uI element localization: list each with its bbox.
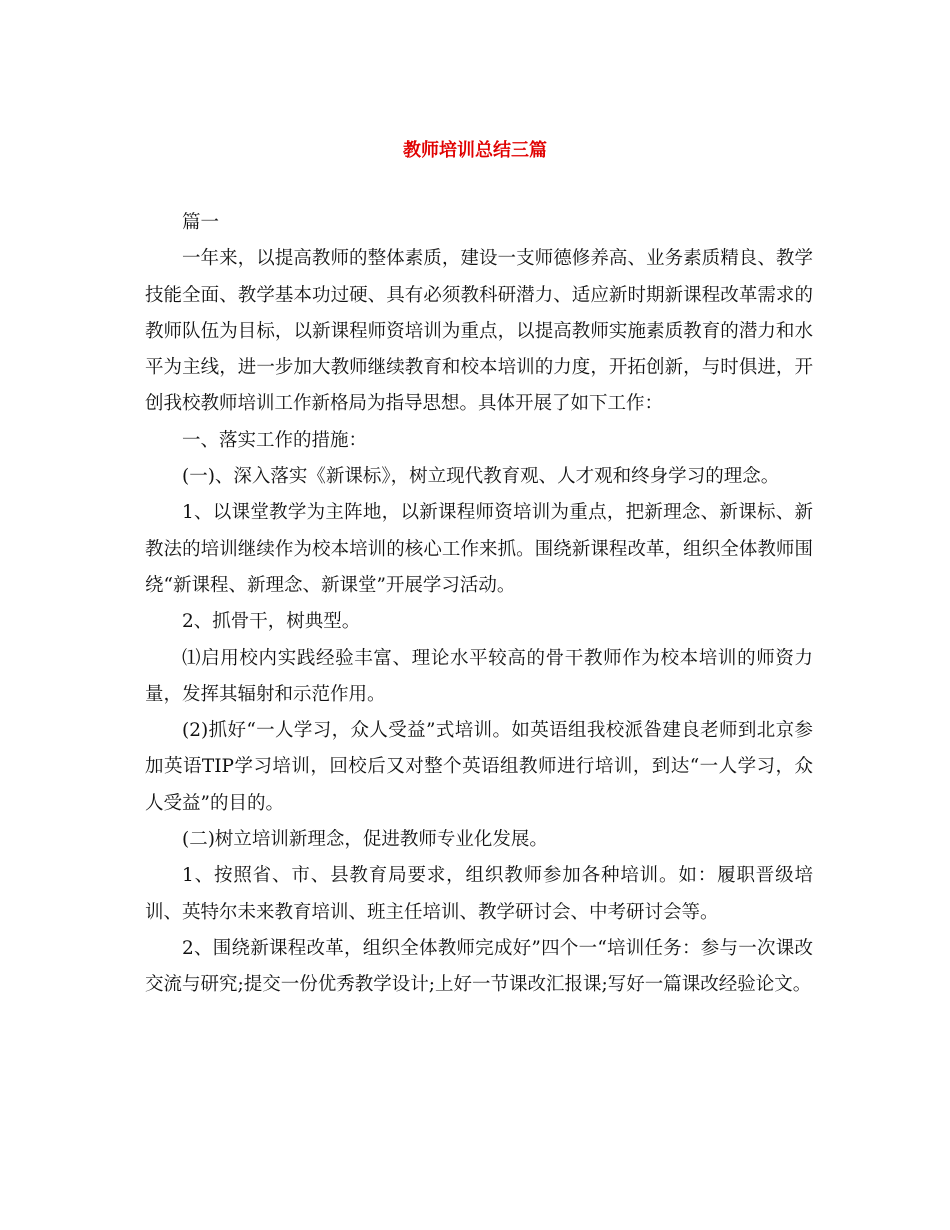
sub-item-1: ⑴启用校内实践经验丰富、理论水平较高的骨干教师作为校本培训的师资力量，发挥其辐射和示范作用。 — [145, 647, 813, 705]
intro-paragraph: 一年来，以提高教师的整体素质，建设一支师德修养高、业务素质精良、教学技能全面、教学基本功过硬、具有必须教科研潜力、适应新时期新课程改革需求的教师队伍为目标，以新课程师资培训为重点，以提高教师实施素质教育的潜力和水平为主线，进一步加大教师继续教育和校本培训的力度，开拓创新，与时俱进，开创我校教师培训工作新格局为指导思想。具体开展了如下工作： — [145, 248, 813, 415]
section-heading-part-one: 篇一 — [182, 212, 220, 233]
sub-item-2: (2)抓好“一人学习，众人受益”式培训。如英语组我校派昝建良老师到北京参加英语TIP学习培训，回校后又对整个英语组教师进行培训，到达“一人学习，众人受益”的目的。 — [145, 720, 813, 814]
heading-measures: 一、落实工作的措施： — [182, 429, 368, 451]
list-item-1: 1、以课堂教学为主阵地，以新课程师资培训为重点，把新理念、新课标、新教法的培训继续作为校本培训的核心工作来抓。围绕新课程改革，组织全体教师围绕“新课程、新理念、新课堂”开展学习活动。 — [145, 502, 813, 596]
subheading-training-concept: (二)树立培训新理念，促进教师专业化发展。 — [182, 829, 548, 851]
subheading-new-curriculum: (一)、深入落实《新课标》，树立现代教育观、人才观和终身学习的理念。 — [182, 466, 780, 488]
document-body — [145, 205, 813, 1004]
list-item-training-2: 2、围绕新课程改革，组织全体教师完成好”四个一“培训任务：参与一次课改交流与研究;提交一份优秀教学设计;上好一节课改汇报课;写好一篇课改经验论文。 — [145, 937, 813, 996]
list-item-training-1: 1、按照省、市、县教育局要求，组织教师参加各种培训。如：履职晋级培训、英特尔未来教育培训、班主任培训、教学研讨会、中考研讨会等。 — [145, 865, 813, 923]
document-title: 教师培训总结三篇 — [403, 140, 547, 161]
list-item-2: 2、抓骨干，树典型。 — [182, 611, 361, 633]
